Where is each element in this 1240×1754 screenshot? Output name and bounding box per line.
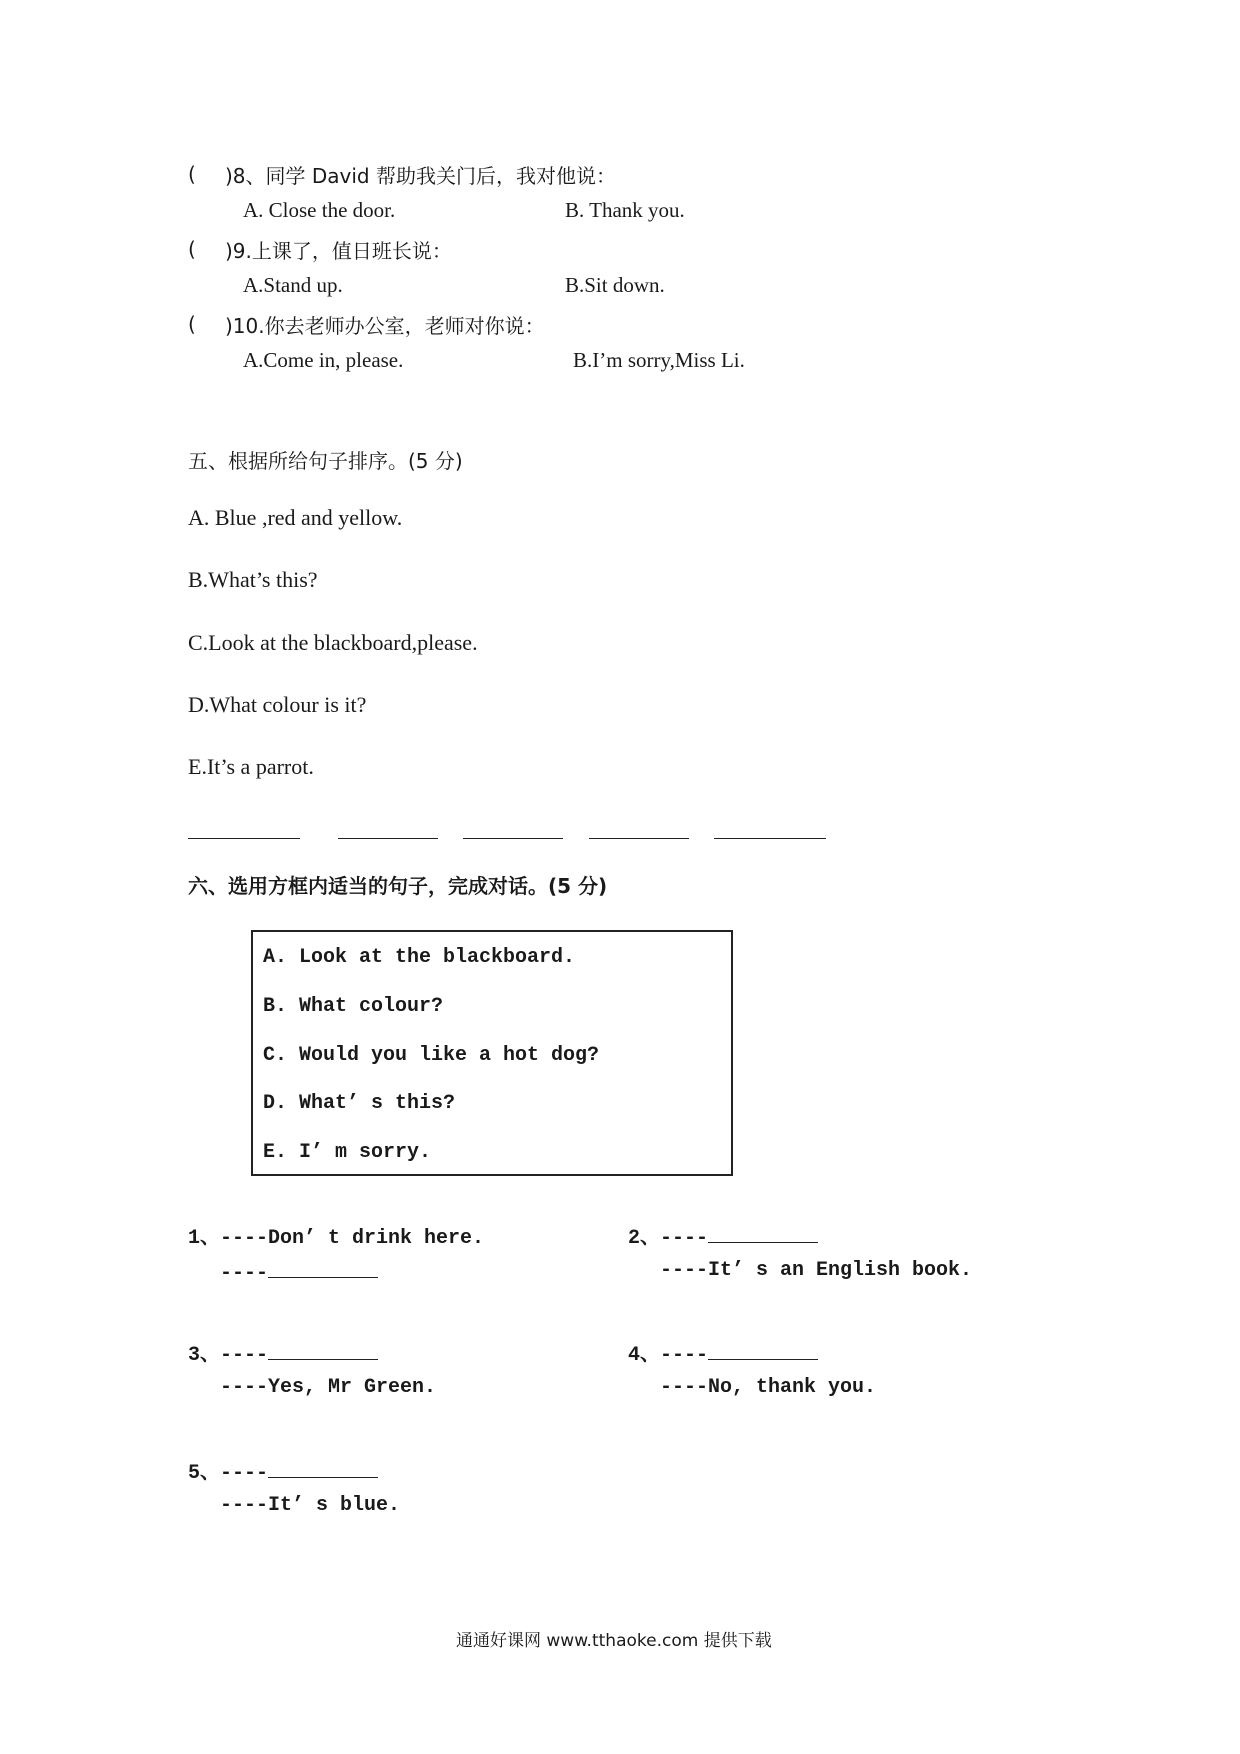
dialogue-5-line-1 [188,1455,378,1485]
dialogue-4-text-1: ---- [660,1344,709,1367]
section5-title: 五、根据所给句子排序。(5 分) [188,449,463,473]
q9-option-a: A.Stand up. [243,273,343,297]
q10-stem: )10.你去老师办公室，老师对你说： [225,314,545,338]
q9-option-b: B.Sit down. [565,273,665,297]
q8-stem: )8、同学 David 帮助我关门后，我对他说： [225,164,616,188]
options-box [251,930,733,1176]
q9-stem: )9.上课了，值日班长说： [225,239,452,263]
order-blank-2[interactable] [338,838,438,839]
dialogue-1-line-2 [220,1259,378,1285]
dialogue-1-text-2: ---- [220,1262,269,1285]
dialogue-4-line-1 [628,1337,818,1367]
dialogue-2-text-1: ---- [660,1227,709,1250]
section5-sentence-d: D.What colour is it? [188,692,367,717]
section5-sentence-b: B.What’s this? [188,567,318,592]
dialogue-1-blank[interactable] [268,1259,378,1278]
section5-sentence-c: C.Look at the blackboard,please. [188,630,478,655]
dialogue-2-blank[interactable] [708,1224,818,1243]
dialogue-1-number: 1、 [188,1227,221,1250]
dialogue-1-line-1 [188,1220,484,1250]
q9-paren: ( [188,237,196,261]
q8-paren: ( [188,162,196,186]
dialogue-1-text-1: ----Don’ t drink here. [220,1227,485,1250]
option-c: C. Would you like a hot dog? [263,1044,600,1067]
dialogue-5-line-2: ----It’ s blue. [220,1494,401,1517]
dialogue-4-blank[interactable] [708,1341,818,1360]
dialogue-2-number: 2、 [628,1227,661,1250]
order-blank-4[interactable] [589,838,689,839]
dialogue-4-line-2: ----No, thank you. [660,1376,877,1399]
q8-option-a: A. Close the door. [243,198,396,222]
order-blank-5[interactable] [714,838,826,839]
section5-sentence-e: E.It’s a parrot. [188,754,314,779]
option-d: D. What’ s this? [263,1092,456,1115]
dialogue-2-line-1 [628,1220,818,1250]
order-blank-1[interactable] [188,838,300,839]
q10-option-b: B.I’m sorry,Miss Li. [573,348,745,372]
dialogue-3-number: 3、 [188,1344,221,1367]
q8-option-b: B. Thank you. [565,198,685,222]
q10-option-a: A.Come in, please. [243,348,404,372]
section5-sentence-a: A. Blue ,red and yellow. [188,505,403,530]
dialogue-5-text-1: ---- [220,1462,269,1485]
option-e: E. I’ m sorry. [263,1141,432,1164]
section6-title: 六、选用方框内适当的句子，完成对话。(5 分) [188,874,608,898]
option-b: B. What colour? [263,995,444,1018]
q10-paren: ( [188,312,196,336]
dialogue-4-number: 4、 [628,1344,661,1367]
dialogue-3-line-1 [188,1337,378,1367]
order-blank-3[interactable] [463,838,563,839]
dialogue-5-number: 5、 [188,1462,221,1485]
dialogue-3-line-2: ----Yes, Mr Green. [220,1376,437,1399]
dialogue-5-blank[interactable] [268,1459,378,1478]
footer-text: 通通好课网 www.tthaoke.com 提供下载 [456,1631,772,1651]
dialogue-3-text-1: ---- [220,1344,269,1367]
option-a: A. Look at the blackboard. [263,946,576,969]
dialogue-3-blank[interactable] [268,1341,378,1360]
dialogue-2-line-2: ----It’ s an English book. [660,1259,973,1282]
